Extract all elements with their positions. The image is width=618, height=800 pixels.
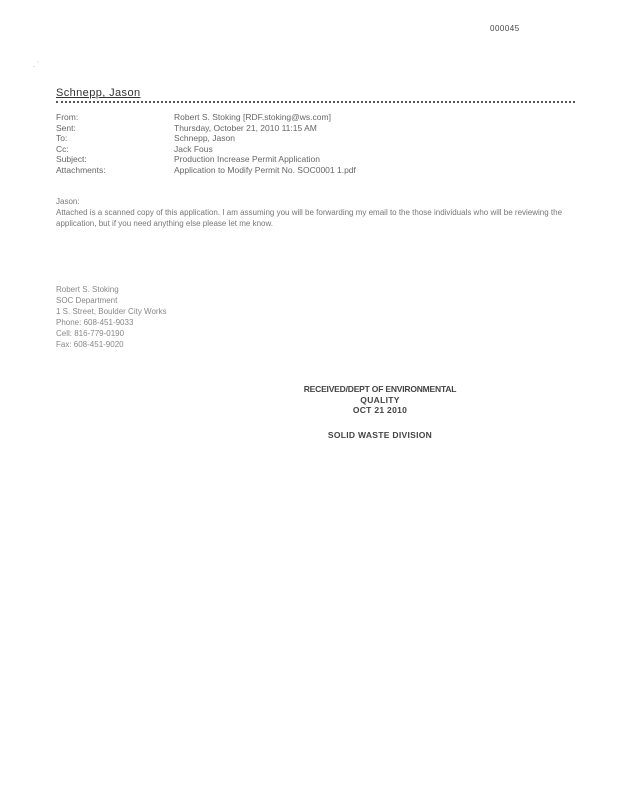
header-label: Subject: <box>56 154 87 164</box>
header-label: Sent: <box>56 122 76 133</box>
header-row-from <box>56 112 356 123</box>
signature-line: Robert S. Stoking <box>56 285 119 294</box>
header-label: Cc: <box>56 143 69 154</box>
header-value: Jack Fous <box>174 143 213 154</box>
body-greeting: Jason: <box>56 197 80 206</box>
header-value: Thursday, October 21, 2010 11:15 AM <box>174 122 317 133</box>
email-header-table <box>56 112 356 175</box>
signature-line: 1 S. Street, Boulder City Works <box>56 307 167 316</box>
signature-line: SOC Department <box>56 296 118 305</box>
header-label: To: <box>56 133 68 143</box>
attachment-link[interactable]: Application to Modify Permit No. SOC0001 1.pdf <box>174 164 356 175</box>
header-row-subject <box>56 154 356 165</box>
stamp-line: RECEIVED/DEPT OF ENVIRONMENTAL <box>303 384 457 394</box>
header-row-attachments <box>56 165 356 176</box>
stamp-line: QUALITY <box>360 394 400 405</box>
header-divider <box>56 101 575 105</box>
body-paragraph: Attached is a scanned copy of this application. I am assuming you will be forwarding my email to the those individuals who will be reviewing the application, but if you need anything else please let me know. <box>56 208 563 228</box>
header-value: Robert S. Stoking [RDF.stoking@ws.com] <box>174 112 331 122</box>
email-body <box>56 196 576 229</box>
stamp-line: SOLID WASTE DIVISION <box>327 429 433 440</box>
page-id: 000045 <box>490 24 520 33</box>
header-value: Schnepp, Jason <box>174 133 235 143</box>
header-label: Attachments: <box>56 164 106 175</box>
scan-mark: . ` <box>33 62 40 69</box>
received-stamp <box>300 384 460 440</box>
signature-block <box>56 284 167 350</box>
signature-line: Fax: 608-451-9020 <box>56 340 124 349</box>
header-value: Production Increase Permit Application <box>174 154 320 164</box>
header-label: From: <box>56 112 79 122</box>
sender-name-heading: Schnepp, Jason <box>56 87 141 99</box>
header-row-to <box>56 133 356 144</box>
header-row-sent <box>56 123 356 134</box>
stamp-line: OCT 21 2010 <box>352 405 408 415</box>
signature-line: Phone: 608-451-9033 <box>56 318 134 327</box>
header-row-cc <box>56 144 356 155</box>
signature-line: Cell: 816-779-0190 <box>56 329 125 338</box>
